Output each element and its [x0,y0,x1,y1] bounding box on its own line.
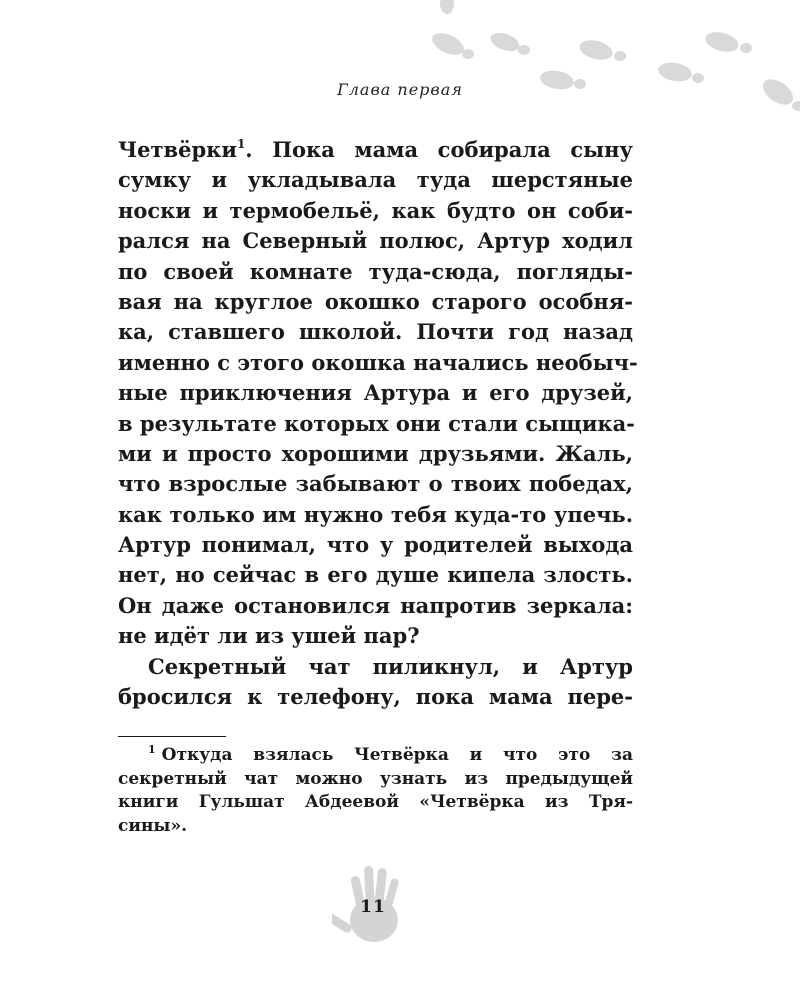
text-line: по своей комнате туда-сюда, погляды- [118,258,633,284]
footnote-marker: 1 [148,743,156,756]
body-text [118,135,638,712]
text-line: ные приключения Артура и его друзей, [118,380,633,406]
text-line: нет, но сейчас в его душе кипела злость. [118,562,633,588]
chapter-title: Глава первая [337,80,463,99]
text-line: как только им нужно тебя куда-то упечь. [118,501,633,527]
text-line: Четвёрки$^1$. Пока мама собирала сыну [118,137,633,162]
text-line: ка, ставшего школой. Почти год назад [118,319,633,345]
text-line: именно с этого окошка начались необыч- [118,349,638,375]
text-line: в результате которых они стали сыщика- [118,410,635,436]
footnote-line: сины». [118,815,187,836]
text-line: бросился к телефону, пока мама пере- [118,684,633,710]
footprints-icon [0,0,800,130]
text-line: рался на Северный полюс, Артур ходил [118,228,633,254]
footnote-divider [118,736,226,737]
text-line: вая на круглое окошко старого особня- [118,288,633,314]
text-line: Он даже остановился напротив зеркала: [118,592,633,618]
text-line: что взрослые забывают о твоих победах, [118,471,633,497]
text-line: не идёт ли из ушей пар? [118,623,420,649]
text-line: ми и просто хорошими друзьями. Жаль, [118,440,633,466]
footnote-line: $^1$ Откуда взялась Четвёрка и что это за [148,743,633,765]
footnote [118,744,633,838]
text-line: Артур понимал, что у родителей выхода [118,532,633,558]
text-line: носки и термобельё, как будто он соби- [118,197,633,223]
footnote-reference[interactable]: 1 [236,137,246,151]
text-line: Секретный чат пиликнул, и Артур [148,653,633,679]
page-number: 11 [360,897,386,917]
text-line: сумку и укладывала туда шерстяные [118,167,633,193]
footnote-line: книги Гульшат Абдеевой «Четвёрка из Тря- [118,792,633,812]
footnote-line: секретный чат можно узнать из предыдущей [118,768,633,789]
